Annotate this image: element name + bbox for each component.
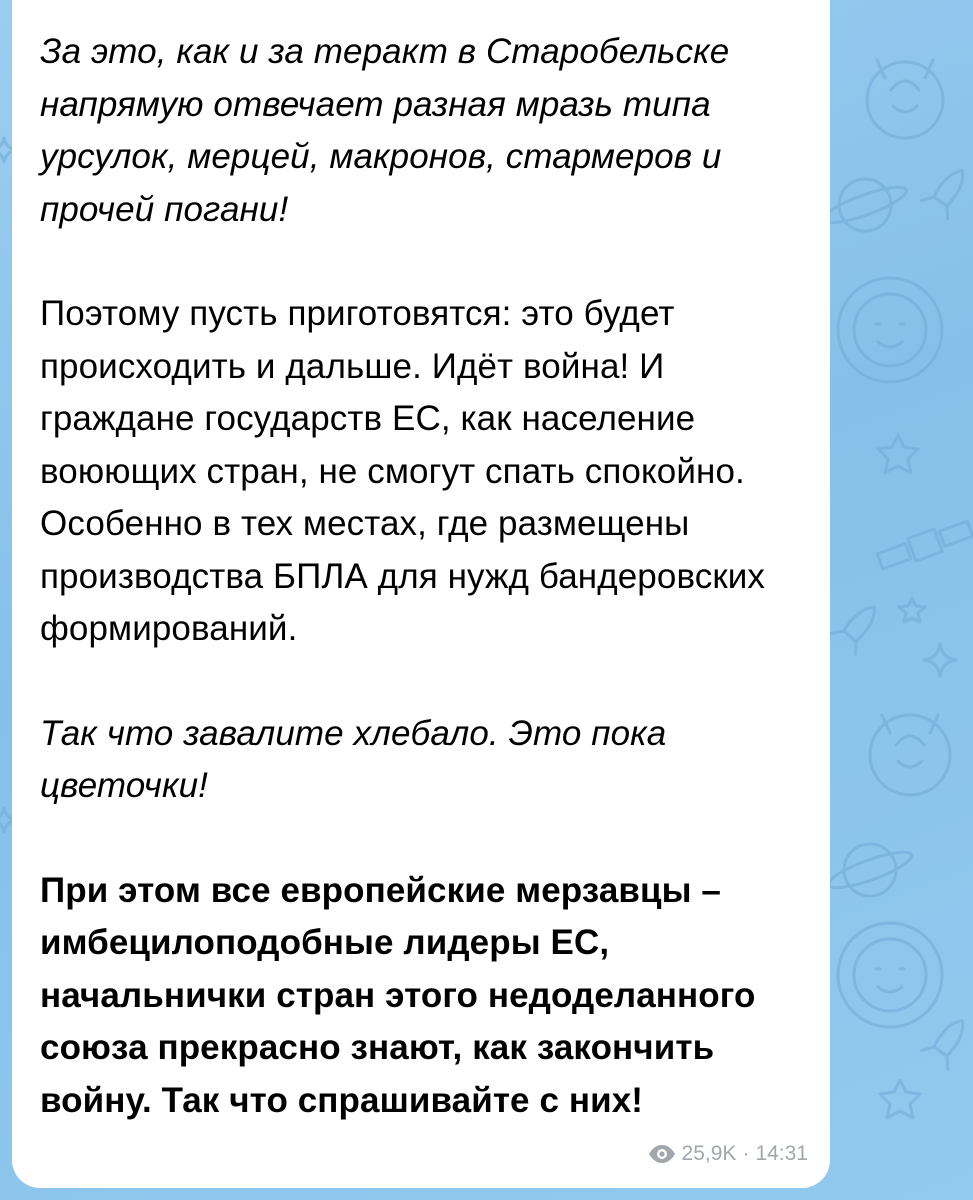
message-time: 14:31 — [755, 1142, 808, 1165]
message-meta — [648, 1142, 808, 1166]
satellite-icon — [876, 517, 973, 572]
meta-separator: · — [742, 1142, 750, 1165]
rocket-icon — [922, 161, 973, 219]
message-bubble[interactable] — [12, 0, 830, 1188]
dog-astronaut-icon — [870, 715, 950, 795]
rocket-icon — [831, 597, 886, 654]
eye-icon — [648, 1144, 676, 1164]
rocket-icon — [922, 1011, 973, 1069]
star-icon — [899, 598, 925, 622]
message-paragraph: При этом все европейские мерзавцы – имбецилоподобные лидеры ЕС, начальнички стран этого недоделанного союза прекрасно знают, как закончить войну. Так что спрашивайте с них! — [40, 870, 756, 1120]
message-paragraph: Поэтому пусть приготовятся: это будет происходить и дальше. Идёт война! И граждане государств ЕС, как население воюющих стран, не смогут спать спокойно. Особенно в тех местах, где размещены производства БПЛА для нужд бандеровских формирований. — [40, 294, 766, 648]
sparkle-icon — [924, 644, 956, 676]
message-paragraph: За это, как и за теракт в Старобельске напрямую отвечает разная мразь типа урсулок, мерцей, макронов, стармеров и прочей погани! — [40, 32, 730, 229]
star-icon — [878, 435, 918, 473]
star-icon — [880, 1080, 920, 1118]
planet-icon — [825, 844, 915, 896]
astronaut-helmet-icon — [838, 278, 942, 382]
astronaut-helmet-icon — [838, 923, 942, 1027]
dog-astronaut-icon — [867, 60, 943, 138]
message-paragraph: Так что завалите хлебало. Это пока цветочки! — [40, 713, 667, 805]
view-count: 25,9K — [681, 1142, 737, 1165]
planet-icon — [820, 179, 910, 231]
